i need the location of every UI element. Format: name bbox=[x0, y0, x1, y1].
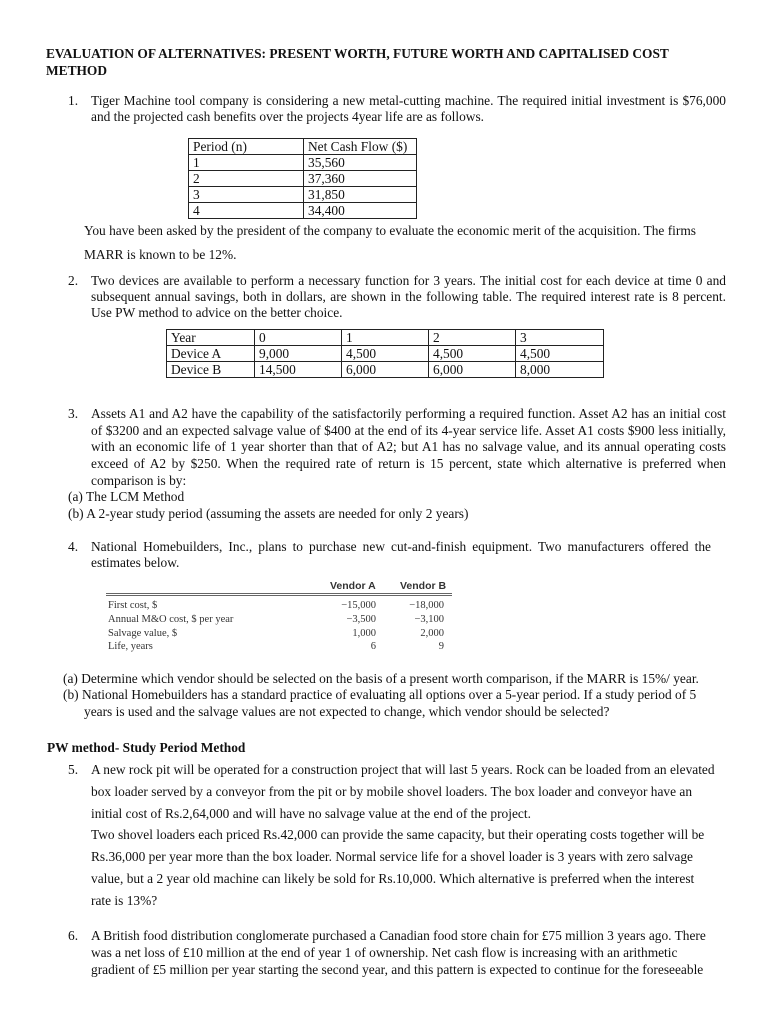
vendor-row-label: First cost, $ bbox=[108, 600, 158, 611]
table-header-cell: 3 bbox=[516, 330, 604, 346]
table-cell: 37,360 bbox=[304, 171, 417, 187]
vendor-table-rule bbox=[106, 595, 452, 596]
q5-line: value, but a 2 year old machine can likely be sold for Rs.10,000. Which alternative is preferred when the interest bbox=[91, 871, 695, 886]
table-cell: 8,000 bbox=[516, 362, 604, 378]
table-header-cell: 1 bbox=[342, 330, 429, 346]
q3-text: Assets A1 and A2 have the capability of the satisfactorily performing a required function. Asset A2 has an initial cost of $3200 and an expected salvage value of $400 at the end of its 4-year service life. Asset A1 costs $900 less initially, with an economic life of 1 year shorter than that of A2; but A1 has no salvage value, and its annual operating costs exceed of A2 by $250. When the required rate of return is 15 percent, state which alternative is preferred when comparison is by: bbox=[91, 406, 726, 488]
q5-line: box loader served by a conveyor from the pit or by mobile shovel loaders. The box loader and conveyor have an bbox=[91, 784, 693, 799]
q1-text: Tiger Machine tool company is considering a new metal-cutting machine. The required initial investment is $76,000 and the projected cash benefits over the projects 4year life are as follows. bbox=[91, 93, 726, 124]
table-row bbox=[189, 155, 417, 171]
q1-cashflow-table bbox=[188, 138, 417, 219]
table-header-cell: Period (n) bbox=[189, 139, 304, 155]
table-header-cell: 0 bbox=[255, 330, 342, 346]
table-header-cell: 2 bbox=[429, 330, 516, 346]
vendor-row-label: Salvage value, $ bbox=[108, 628, 178, 639]
table-row bbox=[167, 362, 604, 378]
q5-number: 5. bbox=[68, 762, 79, 777]
table-row bbox=[167, 346, 604, 362]
table-cell: 2 bbox=[189, 171, 304, 187]
vendor-a-value: −15,000 bbox=[341, 600, 376, 611]
q4-part-a: (a) Determine which vendor should be selected on the basis of a present worth comparison, if the MARR is 15%/ year. bbox=[63, 671, 699, 686]
q3-number: 3. bbox=[68, 406, 79, 421]
q6-line: A British food distribution conglomerate purchased a Canadian food store chain for £75 million 3 years ago. There bbox=[91, 928, 706, 943]
vendor-a-value: 6 bbox=[370, 641, 376, 652]
q2-text: Two devices are available to perform a necessary function for 3 years. The initial cost for each device at time 0 and subsequent annual savings, both in dollars, are shown in the following table. The required interest rate is 8 percent. Use PW method to advice on the better choice. bbox=[91, 273, 726, 320]
table-cell: 1 bbox=[189, 155, 304, 171]
q4-part-b-line: years is used and the salvage values are not expected to change, which vendor should be selected? bbox=[84, 704, 610, 719]
table-cell: 9,000 bbox=[255, 346, 342, 362]
vendor-row-label: Annual M&O cost, $ per year bbox=[108, 614, 234, 625]
table-cell: 4,500 bbox=[516, 346, 604, 362]
q2-number: 2. bbox=[68, 273, 79, 288]
table-cell: 4 bbox=[189, 203, 304, 219]
table-cell: 35,560 bbox=[304, 155, 417, 171]
table-row bbox=[189, 187, 417, 203]
q6-line: gradient of £5 million per year starting the second year, and this pattern is expected to continue for the foreseeable bbox=[91, 962, 704, 977]
table-row bbox=[189, 171, 417, 187]
table-cell: 31,850 bbox=[304, 187, 417, 203]
table-cell: 4,500 bbox=[429, 346, 516, 362]
q4-text: National Homebuilders, Inc., plans to purchase new cut-and-finish equipment. Two manufacturers offered the estimates below. bbox=[91, 539, 711, 570]
table-header-cell: Net Cash Flow ($) bbox=[304, 139, 417, 155]
table-cell: 3 bbox=[189, 187, 304, 203]
q5-line: initial cost of Rs.2,64,000 and will have no salvage value at the end of the project. bbox=[91, 806, 531, 821]
q1-followup-line: MARR is known to be 12%. bbox=[84, 247, 237, 262]
q6-line: was a net loss of £10 million at the end of year 1 of ownership. Net cash flow is increasing with an arithmetic bbox=[91, 945, 678, 960]
vendor-b-value: −3,100 bbox=[414, 614, 444, 625]
q5-line: Two shovel loaders each priced Rs.42,000 can provide the same capacity, but their operating costs together will be bbox=[91, 827, 705, 842]
q4-vendor-table bbox=[106, 576, 452, 652]
q6-number: 6. bbox=[68, 928, 79, 943]
vendor-b-header: Vendor B bbox=[400, 580, 447, 592]
page-title: EVALUATION OF ALTERNATIVES: PRESENT WORTH, FUTURE WORTH AND CAPITALISED COST METHOD bbox=[46, 46, 669, 78]
vendor-b-value: 9 bbox=[438, 641, 444, 652]
q2-device-table bbox=[166, 329, 604, 378]
q5-line: A new rock pit will be operated for a construction project that will last 5 years. Rock can be loaded from an elevated bbox=[91, 762, 715, 777]
table-cell: 14,500 bbox=[255, 362, 342, 378]
table-cell: 6,000 bbox=[342, 362, 429, 378]
q5-line: Rs.36,000 per year more than the box loader. Normal service life for a shovel loader is 3 years with zero salvage bbox=[91, 849, 694, 864]
table-cell: Device B bbox=[167, 362, 255, 378]
q3-option-b: (b) A 2-year study period (assuming the assets are needed for only 2 years) bbox=[68, 506, 469, 521]
vendor-b-value: −18,000 bbox=[409, 600, 444, 611]
q5-line: rate is 13%? bbox=[91, 893, 158, 908]
vendor-table-rule bbox=[106, 593, 452, 594]
q1-number: 1. bbox=[68, 93, 79, 108]
section-heading: PW method- Study Period Method bbox=[47, 740, 246, 755]
table-cell: Device A bbox=[167, 346, 255, 362]
vendor-b-value: 2,000 bbox=[420, 628, 444, 639]
table-header-row bbox=[167, 330, 604, 346]
vendor-row-label: Life, years bbox=[108, 641, 153, 652]
vendor-a-header: Vendor A bbox=[330, 580, 376, 592]
vendor-a-value: −3,500 bbox=[346, 614, 376, 625]
table-cell: 6,000 bbox=[429, 362, 516, 378]
q1-followup-line: You have been asked by the president of the company to evaluate the economic merit of the acquisition. The firms bbox=[84, 223, 696, 238]
table-row bbox=[189, 203, 417, 219]
q3-option-a: (a) The LCM Method bbox=[68, 489, 185, 504]
table-header-row bbox=[189, 139, 417, 155]
table-cell: 34,400 bbox=[304, 203, 417, 219]
q4-part-b-line: (b) National Homebuilders has a standard practice of evaluating all options over a 5-year period. If a study period of 5 bbox=[63, 687, 697, 702]
table-header-cell: Year bbox=[167, 330, 255, 346]
q4-number: 4. bbox=[68, 539, 79, 554]
table-cell: 4,500 bbox=[342, 346, 429, 362]
vendor-a-value: 1,000 bbox=[352, 628, 376, 639]
